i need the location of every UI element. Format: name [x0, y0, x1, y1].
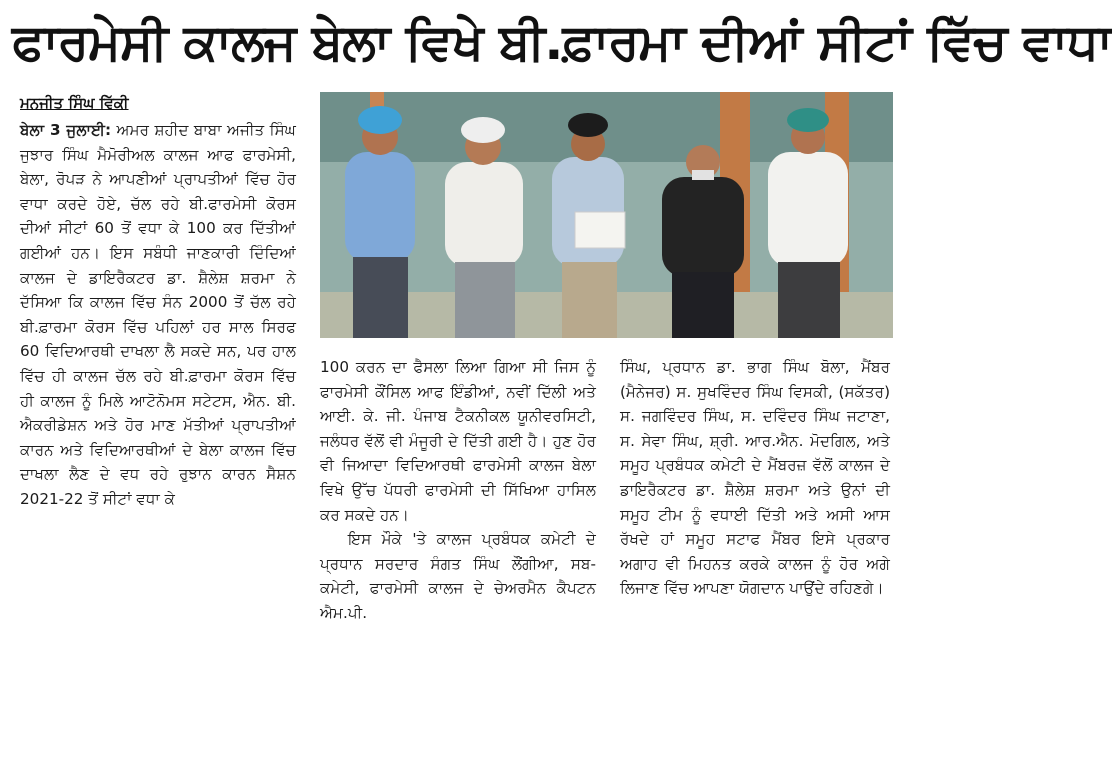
article-column-3 — [620, 355, 890, 601]
column-3-text: ਸਿੰਘ, ਪ੍ਰਧਾਨ ਡਾ. ਭਾਗ ਸਿੰਘ ਬੋਲਾ, ਮੈਂਬਰ (ਮੈਨੇਜਰ) ਸ. ਸੁਖਵਿੰਦਰ ਸਿੰਘ ਵਿਸਕੀ, (ਸਕੱਤਰ) ਸ. ਜਗਵਿੰਦਰ ਸਿੰਘ, ਸ. ਦਵਿੰਦਰ ਸਿੰਘ ਜਟਾਣਾ, ਸ. ਸੇਵਾ ਸਿੰਘ, ਸ਼੍ਰੀ. ਆਰ.ਐਨ. ਮੋਦਗਿਲ, ਅਤੇ ਸਮੂਹ ਪ੍ਰਬੰਧਕ ਕਮੇਟੀ ਦੇ ਮੈਂਬਰਜ਼ ਵੱਲੋਂ ਕਾਲਜ ਦੇ ਡਾਇਰੈਕਟਰ ਡਾ. ਸ਼ੈਲੇਸ਼ ਸ਼ਰਮਾ ਅਤੇ ਉਨਾਂ ਦੀ ਸਮੂਹ ਟੀਮ ਨੂੰ ਵਧਾਈ ਦਿੱਤੀ ਅਤੇ ਅਸੀ ਆਸ ਰੱਖਦੇ ਹਾਂ ਸਮੂਹ ਸਟਾਫ ਮੈਂਬਰ ਇਸੇ ਪ੍ਰਕਾਰ ਅਗਾਹ ਵੀ ਮਿਹਨਤ ਕਰਕੇ ਕਾਲਜ ਨੂੰ ਹੋਰ ਅਗੇ ਲਿਜਾਣ ਵਿੱਚ ਆਪਣਾ ਯੋਗਦਾਨ ਪਾਉਂਦੇ ਰਹਿਣਗੇ। — [620, 358, 890, 598]
photo-illustration — [320, 92, 893, 338]
column-2-paragraph-2: ਇਸ ਮੌਕੇ 'ਤੇ ਕਾਲਜ ਪ੍ਰਬੰਧਕ ਕਮੇਟੀ ਦੇ ਪ੍ਰਧਾਨ ਸਰਦਾਰ ਸੰਗਤ ਸਿੰਘ ਲੌਂਗੀਆ, ਸਬ- ਕਮੇਟੀ, ਫਾਰਮੇਸੀ ਕਾਲਜ ਦੇ ਚੇਅਰਮੈਨ ਕੈਪਟਨ ਐਮ.ਪੀ. — [320, 530, 596, 622]
news-photo — [320, 92, 893, 338]
column-1-text: ਅਮਰ ਸ਼ਹੀਦ ਬਾਬਾ ਅਜੀਤ ਸਿੰਘ ਜੁਝਾਰ ਸਿੰਘ ਮੈਮੋਰੀਅਲ ਕਾਲਜ ਆਫ ਫਾਰਮੇਸੀ, ਬੇਲਾ, ਰੋਪੜ ਨੇ ਆਪਣੀਆਂ ਪ੍ਰਾਪਤੀਆਂ ਵਿੱਚ ਹੋਰ ਵਾਧਾ ਕਰਦੇ ਹੋਏ, ਚੱਲ ਰਹੇ ਬੀ.ਫਾਰਮੇਸੀ ਕੋਰਸ ਦੀਆਂ ਸੀਟਾਂ 60 ਤੋਂ ਵਧਾ ਕੇ 100 ਕਰ ਦਿੱਤੀਆਂ ਗਈਆਂ ਹਨ। ਇਸ ਸਬੰਧੀ ਜਾਣਕਾਰੀ ਦਿੰਦਿਆਂ ਕਾਲਜ ਦੇ ਡਾਇਰੈਕਟਰ ਡਾ. ਸ਼ੈਲੇਸ਼ ਸ਼ਰਮਾ ਨੇ ਦੱਸਿਆ ਕਿ ਕਾਲਜ ਵਿੱਚ ਸੰਨ 2000 ਤੋਂ ਚੱਲ ਰਹੇ ਬੀ.ਫ਼ਾਰਮਾ ਕੋਰਸ ਵਿੱਚ ਪਹਿਲਾਂ ਹਰ ਸਾਲ ਸਿਰਫ 60 ਵਿਦਿਆਰਥੀ ਦਾਖਲਾ ਲੈ ਸਕਦੇ ਸਨ, ਪਰ ਹਾਲ ਵਿੱਚ ਹੀ ਕਾਲਜ ਚੱਲ ਰਹੇ ਬੀ.ਫ਼ਾਰਮਾ ਕੋਰਸ ਵਿੱਚ ਹੀ ਕਾਲਜ ਨੂੰ ਮਿਲੇ ਆਟੋਨੋਮਸ ਸਟੇਟਸ, ਐਨ. ਬੀ. ਐਕਰੀਡੇਸ਼ਨ ਅਤੇ ਹੋਰ ਮਾਣ ਮੱਤੀਆਂ ਪ੍ਰਾਪਤੀਆਂ ਕਾਰਨ ਅਤੇ ਵਿਦਿਆਰਥੀਆਂ ਦੇ ਬੇਲਾ ਕਾਲਜ ਵਿੱਚ ਦਾਖਲਾ ਲੈਣ ਦੇ ਵਧ ਰਹੇ ਰੁਝਾਨ ਕਾਰਨ ਸੈਸ਼ਨ 2021-22 ਤੋਂ ਸੀਟਾਂ ਵਧਾ ਕੇ — [20, 121, 296, 508]
article-column-2 — [320, 355, 596, 626]
dateline: ਬੇਲਾ 3 ਜੁਲਾਈ: — [20, 121, 112, 139]
column-2-paragraph-1: 100 ਕਰਨ ਦਾ ਫੈਸਲਾ ਲਿਆ ਗਿਆ ਸੀ ਜਿਸ ਨੂੰ ਫਾਰਮੇਸੀ ਕੌਂਸਿਲ ਆਫ ਇੰਡੀਆਂ, ਨਵੀਂ ਦਿੱਲੀ ਅਤੇ ਆਈ. ਕੇ. ਜੀ. ਪੰਜਾਬ ਟੈਕਨੀਕਲ ਯੂਨੀਵਰਸਿਟੀ, ਜਲੰਧਰ ਵੱਲੋਂ ਵੀ ਮੰਜੂਰੀ ਦੇ ਦਿੱਤੀ ਗਈ ਹੈ। ਹੁਣ ਹੋਰ ਵੀ ਜਿਆਦਾ ਵਿਦਿਆਰਥੀ ਫਾਰਮੇਸੀ ਕਾਲਜ ਬੇਲਾ ਵਿਖੇ ਉੱਚ ਪੱਧਰੀ ਫਾਰਮੇਸੀ ਦੀ ਸਿੱਖਿਆ ਹਾਸਿਲ ਕਰ ਸਕਦੇ ਹਨ। — [320, 358, 596, 524]
article-column-1 — [20, 118, 296, 512]
byline-author: ਮਨਜੀਤ ਸਿੰਘ ਵਿੱਕੀ — [20, 94, 129, 112]
headline: ਫਾਰਮੇਸੀ ਕਾਲਜ ਬੇਲਾ ਵਿਖੇ ਬੀ.ਫ਼ਾਰਮਾ ਦੀਆਂ ਸੀਟਾਂ ਵਿੱਚ ਵਾਧਾ — [12, 13, 1112, 71]
